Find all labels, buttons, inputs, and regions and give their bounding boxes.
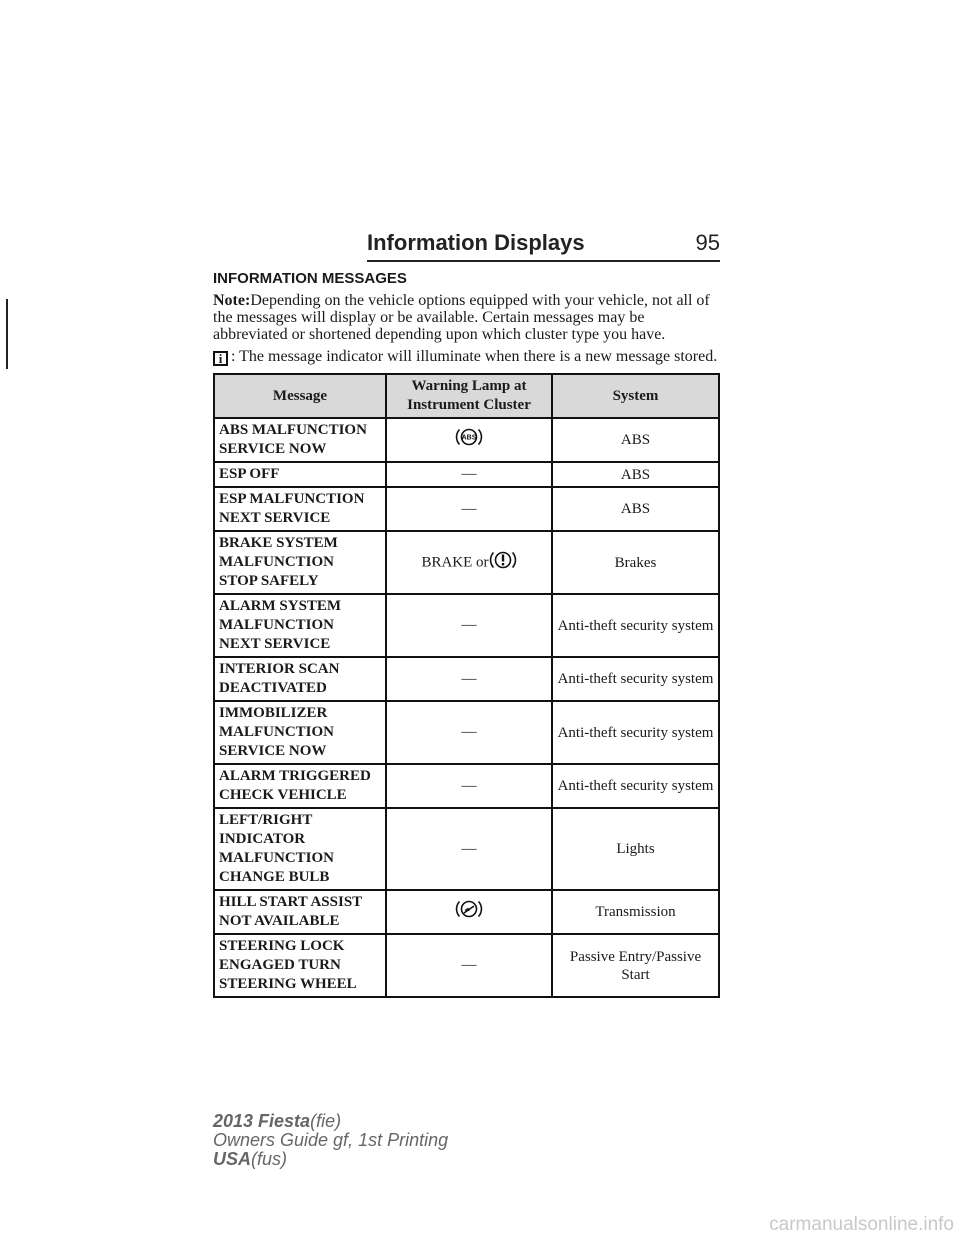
page-number: 95: [695, 230, 720, 255]
message-line: INDICATOR: [219, 831, 306, 847]
message-line: NEXT SERVICE: [219, 510, 331, 526]
message-line: ENGAGED TURN: [219, 957, 341, 973]
lamp-cell: [386, 531, 552, 594]
footer: [213, 1112, 448, 1169]
table-row: [214, 701, 719, 764]
lamp-text: —: [461, 466, 477, 482]
message-cell: [214, 462, 386, 487]
header-lamp-line2: Instrument Cluster: [407, 397, 531, 413]
indicator-paragraph: [213, 348, 720, 366]
watermark: carmanualsonline.info: [769, 1214, 954, 1235]
message-line: HILL START ASSIST: [219, 894, 363, 910]
message-line: ALARM SYSTEM: [219, 598, 342, 614]
lamp-cell: [386, 701, 552, 764]
lamp-cell: [386, 934, 552, 997]
system-cell: Passive Entry/Passive Start: [552, 934, 719, 997]
message-line: STEERING WHEEL: [219, 976, 357, 992]
message-line: ESP OFF: [219, 466, 280, 482]
system-cell: Transmission: [552, 890, 719, 934]
message-line: MALFUNCTION: [219, 850, 334, 866]
note-text: Depending on the vehicle options equipped with your vehicle, not all of the messages will display or be available. Certain messages may be abbreviated or shortened depending upon which cluster type you have.: [213, 292, 710, 343]
message-cell: [214, 531, 386, 594]
message-line: CHANGE BULB: [219, 869, 330, 885]
footer-line2: Owners Guide gf, 1st Printing: [213, 1130, 449, 1150]
table-row: [214, 890, 719, 934]
lamp-text: —: [461, 957, 477, 973]
message-line: SERVICE NOW: [219, 441, 327, 457]
message-line: MALFUNCTION: [219, 554, 334, 570]
lamp-text: —: [461, 777, 477, 794]
indicator-text: : The message indicator will illuminate when there is a new message stored.: [231, 348, 718, 365]
message-line: INTERIOR SCAN: [219, 661, 340, 677]
message-cell: [214, 764, 386, 808]
note-label: Note:: [213, 292, 251, 309]
table-header-row: [214, 374, 719, 418]
header-title: Information Displays: [367, 230, 585, 255]
lamp-cell: [386, 594, 552, 657]
message-cell: [214, 890, 386, 934]
message-line: ESP MALFUNCTION: [219, 491, 365, 507]
message-line: NEXT SERVICE: [219, 636, 331, 652]
system-cell: Anti-theft security system: [552, 594, 719, 657]
message-line: STOP SAFELY: [219, 573, 319, 589]
lamp-cell: [386, 462, 552, 487]
lamp-cell: [386, 764, 552, 808]
system-cell: ABS: [552, 418, 719, 462]
lamp-cell: [386, 487, 552, 531]
margin-bar: [6, 299, 8, 369]
footer-market-code: (fus): [251, 1149, 288, 1169]
message-cell: [214, 487, 386, 531]
message-line: ALARM TRIGGERED: [219, 768, 371, 784]
table-row: [214, 487, 719, 531]
note-paragraph: [213, 292, 720, 343]
message-line: STEERING LOCK: [219, 938, 345, 954]
message-line: MALFUNCTION: [219, 724, 334, 740]
header-lamp: [386, 374, 552, 418]
message-line: IMMOBILIZER: [219, 705, 328, 721]
lamp-cell: [386, 890, 552, 934]
message-line: ABS MALFUNCTION: [219, 422, 367, 438]
lamp-cell: [386, 808, 552, 890]
lamp-text: —: [461, 670, 477, 687]
messages-table: [213, 373, 720, 998]
page-content: [213, 268, 720, 998]
message-cell: [214, 418, 386, 462]
footer-market: USA: [213, 1149, 252, 1169]
lamp-text: BRAKE or: [421, 553, 489, 570]
header-rule: [367, 260, 720, 262]
table-row: [214, 808, 719, 890]
section-heading: INFORMATION MESSAGES: [213, 270, 407, 287]
system-cell: ABS: [552, 487, 719, 531]
message-line: CHECK VEHICLE: [219, 787, 347, 803]
system-cell: Brakes: [552, 531, 719, 594]
table-row: [214, 418, 719, 462]
message-line: MALFUNCTION: [219, 617, 334, 633]
header-lamp-line1: Warning Lamp at: [411, 378, 527, 394]
message-cell: [214, 594, 386, 657]
lamp-text: —: [461, 500, 477, 517]
footer-model: 2013 Fiesta: [213, 1111, 311, 1131]
table-row: [214, 934, 719, 997]
message-cell: [214, 657, 386, 701]
message-line: BRAKE SYSTEM: [219, 535, 338, 551]
message-line: LEFT/RIGHT: [219, 812, 313, 828]
table-row: [214, 462, 719, 487]
table-row: [214, 594, 719, 657]
table-body: [214, 418, 719, 997]
message-line: DEACTIVATED: [219, 680, 327, 696]
hill-start-assist-icon: [455, 898, 483, 926]
brake-warning-icon: [489, 549, 517, 577]
message-line: SERVICE NOW: [219, 743, 327, 759]
message-cell: [214, 808, 386, 890]
footer-line3: [213, 1150, 448, 1169]
system-cell: Lights: [552, 808, 719, 890]
lamp-cell: [386, 418, 552, 462]
svg-text:ABS: ABS: [461, 434, 477, 442]
system-cell: Anti-theft security system: [552, 657, 719, 701]
system-cell: Anti-theft security system: [552, 701, 719, 764]
footer-model-code: (fie): [310, 1111, 342, 1131]
lamp-cell: [386, 657, 552, 701]
lamp-text: —: [461, 840, 477, 857]
table-row: [214, 764, 719, 808]
system-cell: ABS: [552, 462, 719, 487]
header-system: System: [552, 374, 719, 418]
table-row: [214, 657, 719, 701]
table-row: [214, 531, 719, 594]
page-header: [367, 228, 720, 262]
message-cell: [214, 701, 386, 764]
message-line: NOT AVAILABLE: [219, 913, 340, 929]
info-icon: i: [213, 351, 228, 366]
lamp-text: —: [461, 617, 477, 633]
system-cell: Anti-theft security system: [552, 764, 719, 808]
footer-line1: [213, 1112, 448, 1131]
header-message: Message: [214, 374, 386, 418]
abs-icon: [455, 426, 483, 454]
message-cell: [214, 934, 386, 997]
lamp-text: —: [461, 724, 477, 740]
